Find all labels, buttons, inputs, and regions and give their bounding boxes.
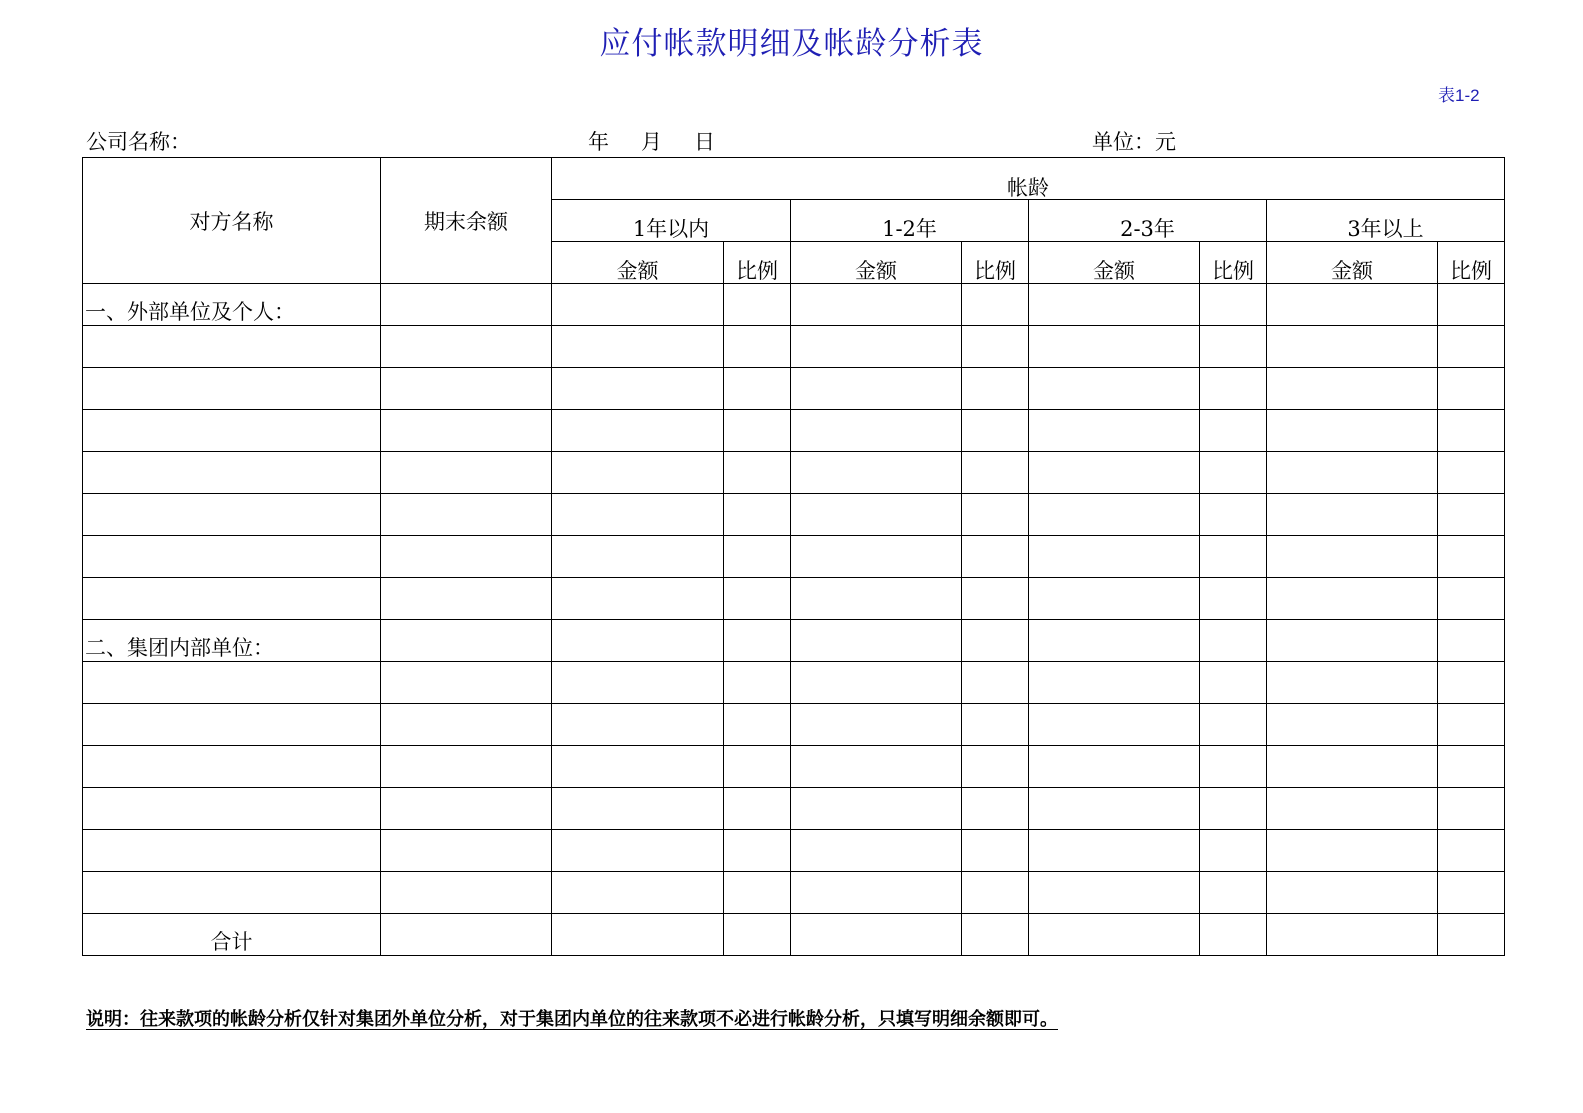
table-cell[interactable]: [791, 326, 962, 368]
date-month-label: 月: [641, 130, 662, 154]
table-cell[interactable]: [724, 326, 791, 368]
table-cell[interactable]: [1267, 746, 1438, 788]
table-row: [83, 704, 1505, 746]
unit-label: 单位：元: [1092, 130, 1176, 154]
table-cell[interactable]: [1200, 578, 1267, 620]
table-cell[interactable]: [1029, 284, 1200, 326]
table-cell[interactable]: [381, 494, 552, 536]
table-cell[interactable]: [962, 536, 1029, 578]
table-cell[interactable]: [1438, 284, 1505, 326]
header-ratio: 比例: [1200, 242, 1267, 284]
page-title: 应付帐款明细及帐龄分析表: [599, 26, 984, 62]
table-cell[interactable]: [724, 746, 791, 788]
table-cell[interactable]: [1438, 788, 1505, 830]
table-cell[interactable]: [724, 494, 791, 536]
table-cell[interactable]: [1267, 578, 1438, 620]
table-cell[interactable]: [83, 578, 381, 620]
table-cell[interactable]: [1200, 494, 1267, 536]
header-amount: 金额: [1029, 242, 1200, 284]
table-cell[interactable]: [1200, 788, 1267, 830]
table-cell[interactable]: [1200, 368, 1267, 410]
table-cell[interactable]: [1029, 410, 1200, 452]
table-cell[interactable]: [724, 662, 791, 704]
table-cell[interactable]: [83, 788, 381, 830]
table-cell[interactable]: [1267, 914, 1438, 956]
table-cell[interactable]: [381, 914, 552, 956]
table-cell[interactable]: [724, 578, 791, 620]
total-row: [83, 914, 1505, 956]
table-cell[interactable]: [83, 662, 381, 704]
table-cell[interactable]: [962, 830, 1029, 872]
table-cell[interactable]: [83, 368, 381, 410]
table-cell[interactable]: [1200, 662, 1267, 704]
table-cell[interactable]: [791, 914, 962, 956]
table-cell[interactable]: [1200, 704, 1267, 746]
table-cell[interactable]: [381, 788, 552, 830]
table-cell[interactable]: [381, 536, 552, 578]
table-cell[interactable]: [1029, 872, 1200, 914]
table-row: [83, 494, 1505, 536]
date-year-label: 年: [588, 130, 609, 154]
header-aging-group: 2-3年: [1029, 200, 1267, 242]
table-cell[interactable]: [1438, 746, 1505, 788]
table-cell[interactable]: [381, 410, 552, 452]
table-cell[interactable]: [552, 452, 724, 494]
table-cell[interactable]: [83, 704, 381, 746]
table-cell[interactable]: [1267, 494, 1438, 536]
table-cell[interactable]: [962, 326, 1029, 368]
header-aging: 帐龄: [552, 158, 1505, 200]
table-cell[interactable]: [791, 830, 962, 872]
table-cell[interactable]: [962, 410, 1029, 452]
table-cell[interactable]: [83, 494, 381, 536]
table-cell[interactable]: [791, 494, 962, 536]
table-cell[interactable]: [381, 830, 552, 872]
table-number: 表1-2: [1438, 86, 1480, 105]
table-cell[interactable]: [1029, 368, 1200, 410]
table-cell[interactable]: [1029, 578, 1200, 620]
table-cell[interactable]: [791, 536, 962, 578]
table-cell[interactable]: [1438, 452, 1505, 494]
table-cell[interactable]: [1267, 830, 1438, 872]
table-cell[interactable]: [1200, 284, 1267, 326]
table-cell[interactable]: [552, 620, 724, 662]
table-cell[interactable]: [381, 746, 552, 788]
table-cell[interactable]: [1438, 872, 1505, 914]
table-cell[interactable]: [1029, 746, 1200, 788]
table-cell[interactable]: [1029, 662, 1200, 704]
table-cell[interactable]: [552, 284, 724, 326]
table-cell[interactable]: [552, 746, 724, 788]
header-amount: 金额: [791, 242, 962, 284]
table-cell[interactable]: [1200, 872, 1267, 914]
table-cell[interactable]: [552, 704, 724, 746]
table-cell[interactable]: [552, 326, 724, 368]
table-cell[interactable]: [1438, 662, 1505, 704]
section-row: [83, 620, 1505, 662]
date-field: [588, 128, 788, 156]
table-cell[interactable]: [83, 326, 381, 368]
table-cell[interactable]: [724, 704, 791, 746]
table-row: [83, 830, 1505, 872]
table-cell[interactable]: [83, 536, 381, 578]
table-cell[interactable]: [791, 368, 962, 410]
table-cell[interactable]: [381, 284, 552, 326]
table-cell[interactable]: [83, 872, 381, 914]
table-cell[interactable]: [1267, 368, 1438, 410]
table-cell[interactable]: [962, 872, 1029, 914]
table-cell[interactable]: [962, 452, 1029, 494]
table-cell[interactable]: [724, 620, 791, 662]
table-cell[interactable]: [962, 914, 1029, 956]
table-cell[interactable]: [552, 830, 724, 872]
table-cell[interactable]: [791, 788, 962, 830]
table-row: [83, 662, 1505, 704]
table-cell[interactable]: [791, 620, 962, 662]
table-cell[interactable]: [791, 452, 962, 494]
table-cell[interactable]: [1438, 494, 1505, 536]
header-ratio: 比例: [724, 242, 791, 284]
table-cell[interactable]: [791, 284, 962, 326]
table-cell[interactable]: [1438, 830, 1505, 872]
table-row: [83, 326, 1505, 368]
table-cell[interactable]: [1029, 620, 1200, 662]
table-cell[interactable]: [552, 662, 724, 704]
table-cell[interactable]: [724, 410, 791, 452]
table-cell[interactable]: [1438, 620, 1505, 662]
table-cell[interactable]: [1029, 326, 1200, 368]
table-cell[interactable]: [724, 872, 791, 914]
table-cell[interactable]: [962, 494, 1029, 536]
footnote: [86, 1006, 1386, 1034]
table-row: [83, 410, 1505, 452]
table-cell[interactable]: [1200, 914, 1267, 956]
table-cell[interactable]: [1438, 368, 1505, 410]
table-cell[interactable]: [1029, 494, 1200, 536]
table-cell[interactable]: [1200, 410, 1267, 452]
total-label: 合计: [83, 914, 381, 956]
header-row-1: [83, 158, 1505, 200]
table-cell[interactable]: [552, 410, 724, 452]
table-cell[interactable]: [381, 704, 552, 746]
table-cell[interactable]: [724, 452, 791, 494]
footnote-text: 说明：往来款项的帐龄分析仅针对集团外单位分析，对于集团内单位的往来款项不必进行帐龄分析，只填写明细余额即可。: [86, 1009, 1058, 1030]
table-cell[interactable]: [1267, 536, 1438, 578]
table-cell[interactable]: [381, 662, 552, 704]
table-cell[interactable]: [791, 410, 962, 452]
table-cell[interactable]: [1200, 326, 1267, 368]
table-cell[interactable]: [1029, 788, 1200, 830]
table-cell[interactable]: [791, 662, 962, 704]
table-row: [83, 578, 1505, 620]
header-ratio: 比例: [1438, 242, 1505, 284]
table-cell[interactable]: [552, 872, 724, 914]
table-row: [83, 872, 1505, 914]
table-cell[interactable]: [1267, 620, 1438, 662]
table-cell[interactable]: [1029, 914, 1200, 956]
table-cell[interactable]: [962, 662, 1029, 704]
table-cell[interactable]: [381, 620, 552, 662]
table-cell[interactable]: [791, 704, 962, 746]
table-cell[interactable]: [962, 578, 1029, 620]
table-cell[interactable]: [791, 746, 962, 788]
table-cell[interactable]: [1267, 704, 1438, 746]
table-body: [83, 284, 1505, 956]
table-cell[interactable]: [1267, 284, 1438, 326]
table-cell[interactable]: [962, 284, 1029, 326]
table-cell[interactable]: [962, 368, 1029, 410]
table-cell[interactable]: [791, 872, 962, 914]
table-cell[interactable]: [381, 452, 552, 494]
table-cell[interactable]: [1029, 704, 1200, 746]
table-cell[interactable]: [1438, 326, 1505, 368]
date-day-label: 日: [694, 130, 715, 154]
header-ratio: 比例: [962, 242, 1029, 284]
table-cell[interactable]: [962, 788, 1029, 830]
table-cell[interactable]: [1267, 326, 1438, 368]
table-cell[interactable]: [1029, 452, 1200, 494]
section-label: 一、外部单位及个人：: [83, 284, 381, 326]
header-aging-group: 3年以上: [1267, 200, 1505, 242]
header-amount: 金额: [1267, 242, 1438, 284]
table-cell[interactable]: [1438, 704, 1505, 746]
table-cell[interactable]: [1267, 788, 1438, 830]
table-cell[interactable]: [724, 788, 791, 830]
table-row: [83, 746, 1505, 788]
header-aging-group: 1年以内: [552, 200, 791, 242]
table-cell[interactable]: [552, 788, 724, 830]
table-cell[interactable]: [1200, 620, 1267, 662]
table-row: [83, 536, 1505, 578]
table-cell[interactable]: [83, 452, 381, 494]
table-cell[interactable]: [1267, 452, 1438, 494]
table-cell[interactable]: [1200, 746, 1267, 788]
table-cell[interactable]: [381, 326, 552, 368]
header-counterparty: 对方名称: [83, 158, 381, 284]
table-row: [83, 452, 1505, 494]
table-cell[interactable]: [724, 536, 791, 578]
aging-table: [82, 157, 1505, 956]
table-row: [83, 368, 1505, 410]
table-cell[interactable]: [1029, 536, 1200, 578]
table-cell[interactable]: [1029, 830, 1200, 872]
header-aging-group: 1-2年: [791, 200, 1029, 242]
table-cell[interactable]: [724, 914, 791, 956]
table-cell[interactable]: [724, 284, 791, 326]
table-cell[interactable]: [1438, 914, 1505, 956]
header-ending-balance: 期末余额: [381, 158, 552, 284]
table-cell[interactable]: [962, 746, 1029, 788]
table-cell[interactable]: [381, 872, 552, 914]
table-cell[interactable]: [1200, 452, 1267, 494]
table-cell[interactable]: [1267, 662, 1438, 704]
table-cell[interactable]: [552, 368, 724, 410]
table-cell[interactable]: [962, 620, 1029, 662]
table-cell[interactable]: [381, 368, 552, 410]
table-cell[interactable]: [1200, 830, 1267, 872]
table-cell[interactable]: [962, 704, 1029, 746]
header-amount: 金额: [552, 242, 724, 284]
table-cell[interactable]: [552, 578, 724, 620]
table-cell[interactable]: [1267, 410, 1438, 452]
table-cell[interactable]: [1438, 410, 1505, 452]
table-cell[interactable]: [552, 536, 724, 578]
section-label: 二、集团内部单位：: [83, 620, 381, 662]
table-cell[interactable]: [1438, 578, 1505, 620]
table-cell[interactable]: [724, 830, 791, 872]
table-cell[interactable]: [724, 368, 791, 410]
table-cell[interactable]: [1267, 872, 1438, 914]
table-cell[interactable]: [83, 410, 381, 452]
table-cell[interactable]: [1200, 536, 1267, 578]
section-row: [83, 284, 1505, 326]
table-cell[interactable]: [83, 746, 381, 788]
table-cell[interactable]: [791, 578, 962, 620]
table-cell[interactable]: [83, 830, 381, 872]
company-name-label: 公司名称：: [86, 130, 191, 154]
table-cell[interactable]: [552, 494, 724, 536]
table-cell[interactable]: [552, 914, 724, 956]
table-cell[interactable]: [1438, 536, 1505, 578]
table-row: [83, 788, 1505, 830]
table-cell[interactable]: [381, 578, 552, 620]
